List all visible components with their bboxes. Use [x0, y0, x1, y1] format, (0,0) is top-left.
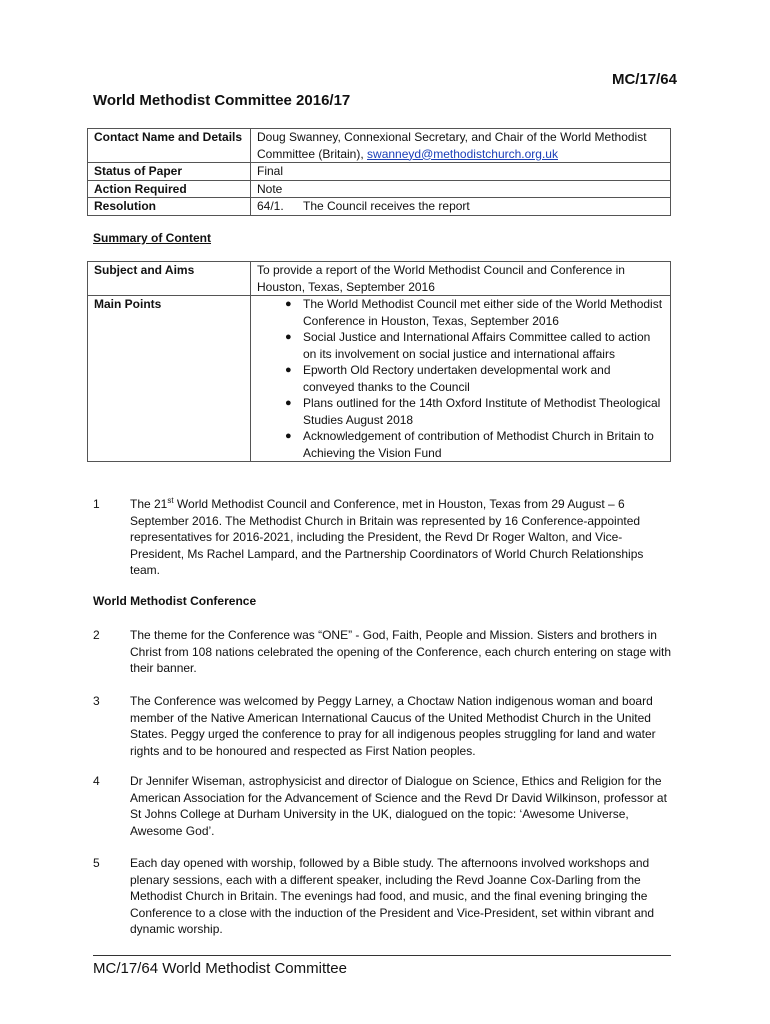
- paragraph-number: 1: [93, 497, 100, 511]
- contact-email-link[interactable]: swanneyd@methodistchurch.org.uk: [367, 146, 558, 161]
- footer-divider: [93, 955, 671, 956]
- paragraph-1: [93, 496, 673, 579]
- paragraph-text: Each day opened with worship, followed by a Bible study. The afternoons involved workshops and plenary sessions, each with a different speaker, including the Revd Joanne Cox-Darling from the Methodist Church in Britain. The evenings had food, and music, and the final evening bringing the Conference to a close with the induction of the President and Vice-President, set within vibrant and dynamic worship.: [130, 856, 655, 936]
- main-points-list: [257, 296, 664, 461]
- document-reference: MC/17/64: [611, 71, 677, 88]
- paragraph-number: 4: [93, 774, 100, 788]
- status-value: Final: [251, 163, 671, 181]
- paragraph-number: 2: [93, 628, 100, 642]
- metadata-table: [87, 128, 671, 216]
- summary-table: [87, 261, 671, 462]
- table-row: [88, 198, 671, 216]
- paragraph-number: 5: [93, 856, 100, 870]
- table-row: [88, 129, 671, 163]
- status-label: Status of Paper: [88, 163, 251, 181]
- paragraph-text: The Conference was welcomed by Peggy Larney, a Choctaw Nation indigenous woman and board member of the Native American International Caucus of the United Methodist Church in the United States. Peggy urged the conference to pray for all indigenous peoples struggling for land and water rights and to be honoured and respected as First Nation peoples.: [130, 694, 656, 758]
- points-cell: [251, 296, 671, 462]
- contact-cell: [251, 129, 671, 163]
- section-heading-conference: World Methodist Conference: [93, 594, 257, 608]
- table-row: [88, 163, 671, 181]
- footer-text: MC/17/64 World Methodist Committee: [93, 960, 347, 977]
- resolution-number: 64/1.: [257, 199, 284, 213]
- subject-value: To provide a report of the World Methodist Council and Conference in Houston, Texas, September 2016: [251, 262, 671, 296]
- contact-value: Doug Swanney, Connexional Secretary, and Chair of the World Methodist Committee (Britain),: [257, 130, 647, 161]
- list-item: ● Social Justice and International Affairs Committee called to action on its involvement on social justice and international affairs: [285, 330, 651, 361]
- paragraph-text: The 21st World Methodist Council and Conference, met in Houston, Texas from 29 August – 6 September 2016. The Methodist Church in Britain was represented by 16 Conference-appointed representatives for 2016-2021, including the President, the Revd Dr Roger Walton, and Vice-President, Ms Rachel Lampard, and the Partnership Coordinators of World Church Relationships team.: [130, 496, 644, 577]
- list-item: ● Acknowledgement of contribution of Methodist Church in Britain to Achieving the Vision Fund: [285, 429, 654, 460]
- resolution-value: The Council receives the report: [303, 199, 470, 213]
- summary-heading: Summary of Content: [93, 231, 212, 245]
- document-title: World Methodist Committee 2016/17: [93, 92, 351, 109]
- list-item: ● The World Methodist Council met either side of the World Methodist Conference in Houston, Texas, September 2016: [285, 297, 663, 328]
- subject-label: Subject and Aims: [88, 262, 251, 296]
- bullet-icon: ●: [285, 397, 292, 409]
- bullet-icon: ●: [285, 364, 292, 376]
- points-label: Main Points: [88, 296, 251, 462]
- list-item: ● Plans outlined for the 14th Oxford Institute of Methodist Theological Studies August 2018: [285, 396, 661, 427]
- action-value: Note: [251, 180, 671, 198]
- table-row: [88, 296, 671, 462]
- bullet-icon: ●: [285, 430, 292, 442]
- paragraph-number: 3: [93, 694, 100, 708]
- paragraph-text: The theme for the Conference was “ONE” - God, Faith, People and Mission. Sisters and brothers in Christ from 108 nations celebrated the opening of the Conference, each church entering on stage with their banner.: [130, 628, 672, 675]
- table-row: [88, 180, 671, 198]
- paragraph-text: Dr Jennifer Wiseman, astrophysicist and director of Dialogue on Science, Ethics and Religion for the American Association for the Advancement of Science and the Revd Dr David Wilkinson, professor at St Johns College at Durham University in the UK, dialogued on the topic: ‘Awesome Universe, Awesome God’.: [130, 774, 667, 838]
- paragraph-3: [93, 693, 673, 759]
- action-label: Action Required: [88, 180, 251, 198]
- resolution-cell: [251, 198, 671, 216]
- paragraph-2: [93, 627, 673, 677]
- table-row: [88, 262, 671, 296]
- bullet-icon: ●: [285, 331, 292, 343]
- contact-label: Contact Name and Details: [88, 129, 251, 163]
- resolution-label: Resolution: [88, 198, 251, 216]
- paragraph-4: [93, 773, 673, 839]
- paragraph-5: [93, 855, 673, 938]
- list-item: ● Epworth Old Rectory undertaken developmental work and conveyed thanks to the Council: [285, 363, 611, 394]
- bullet-icon: ●: [285, 298, 292, 310]
